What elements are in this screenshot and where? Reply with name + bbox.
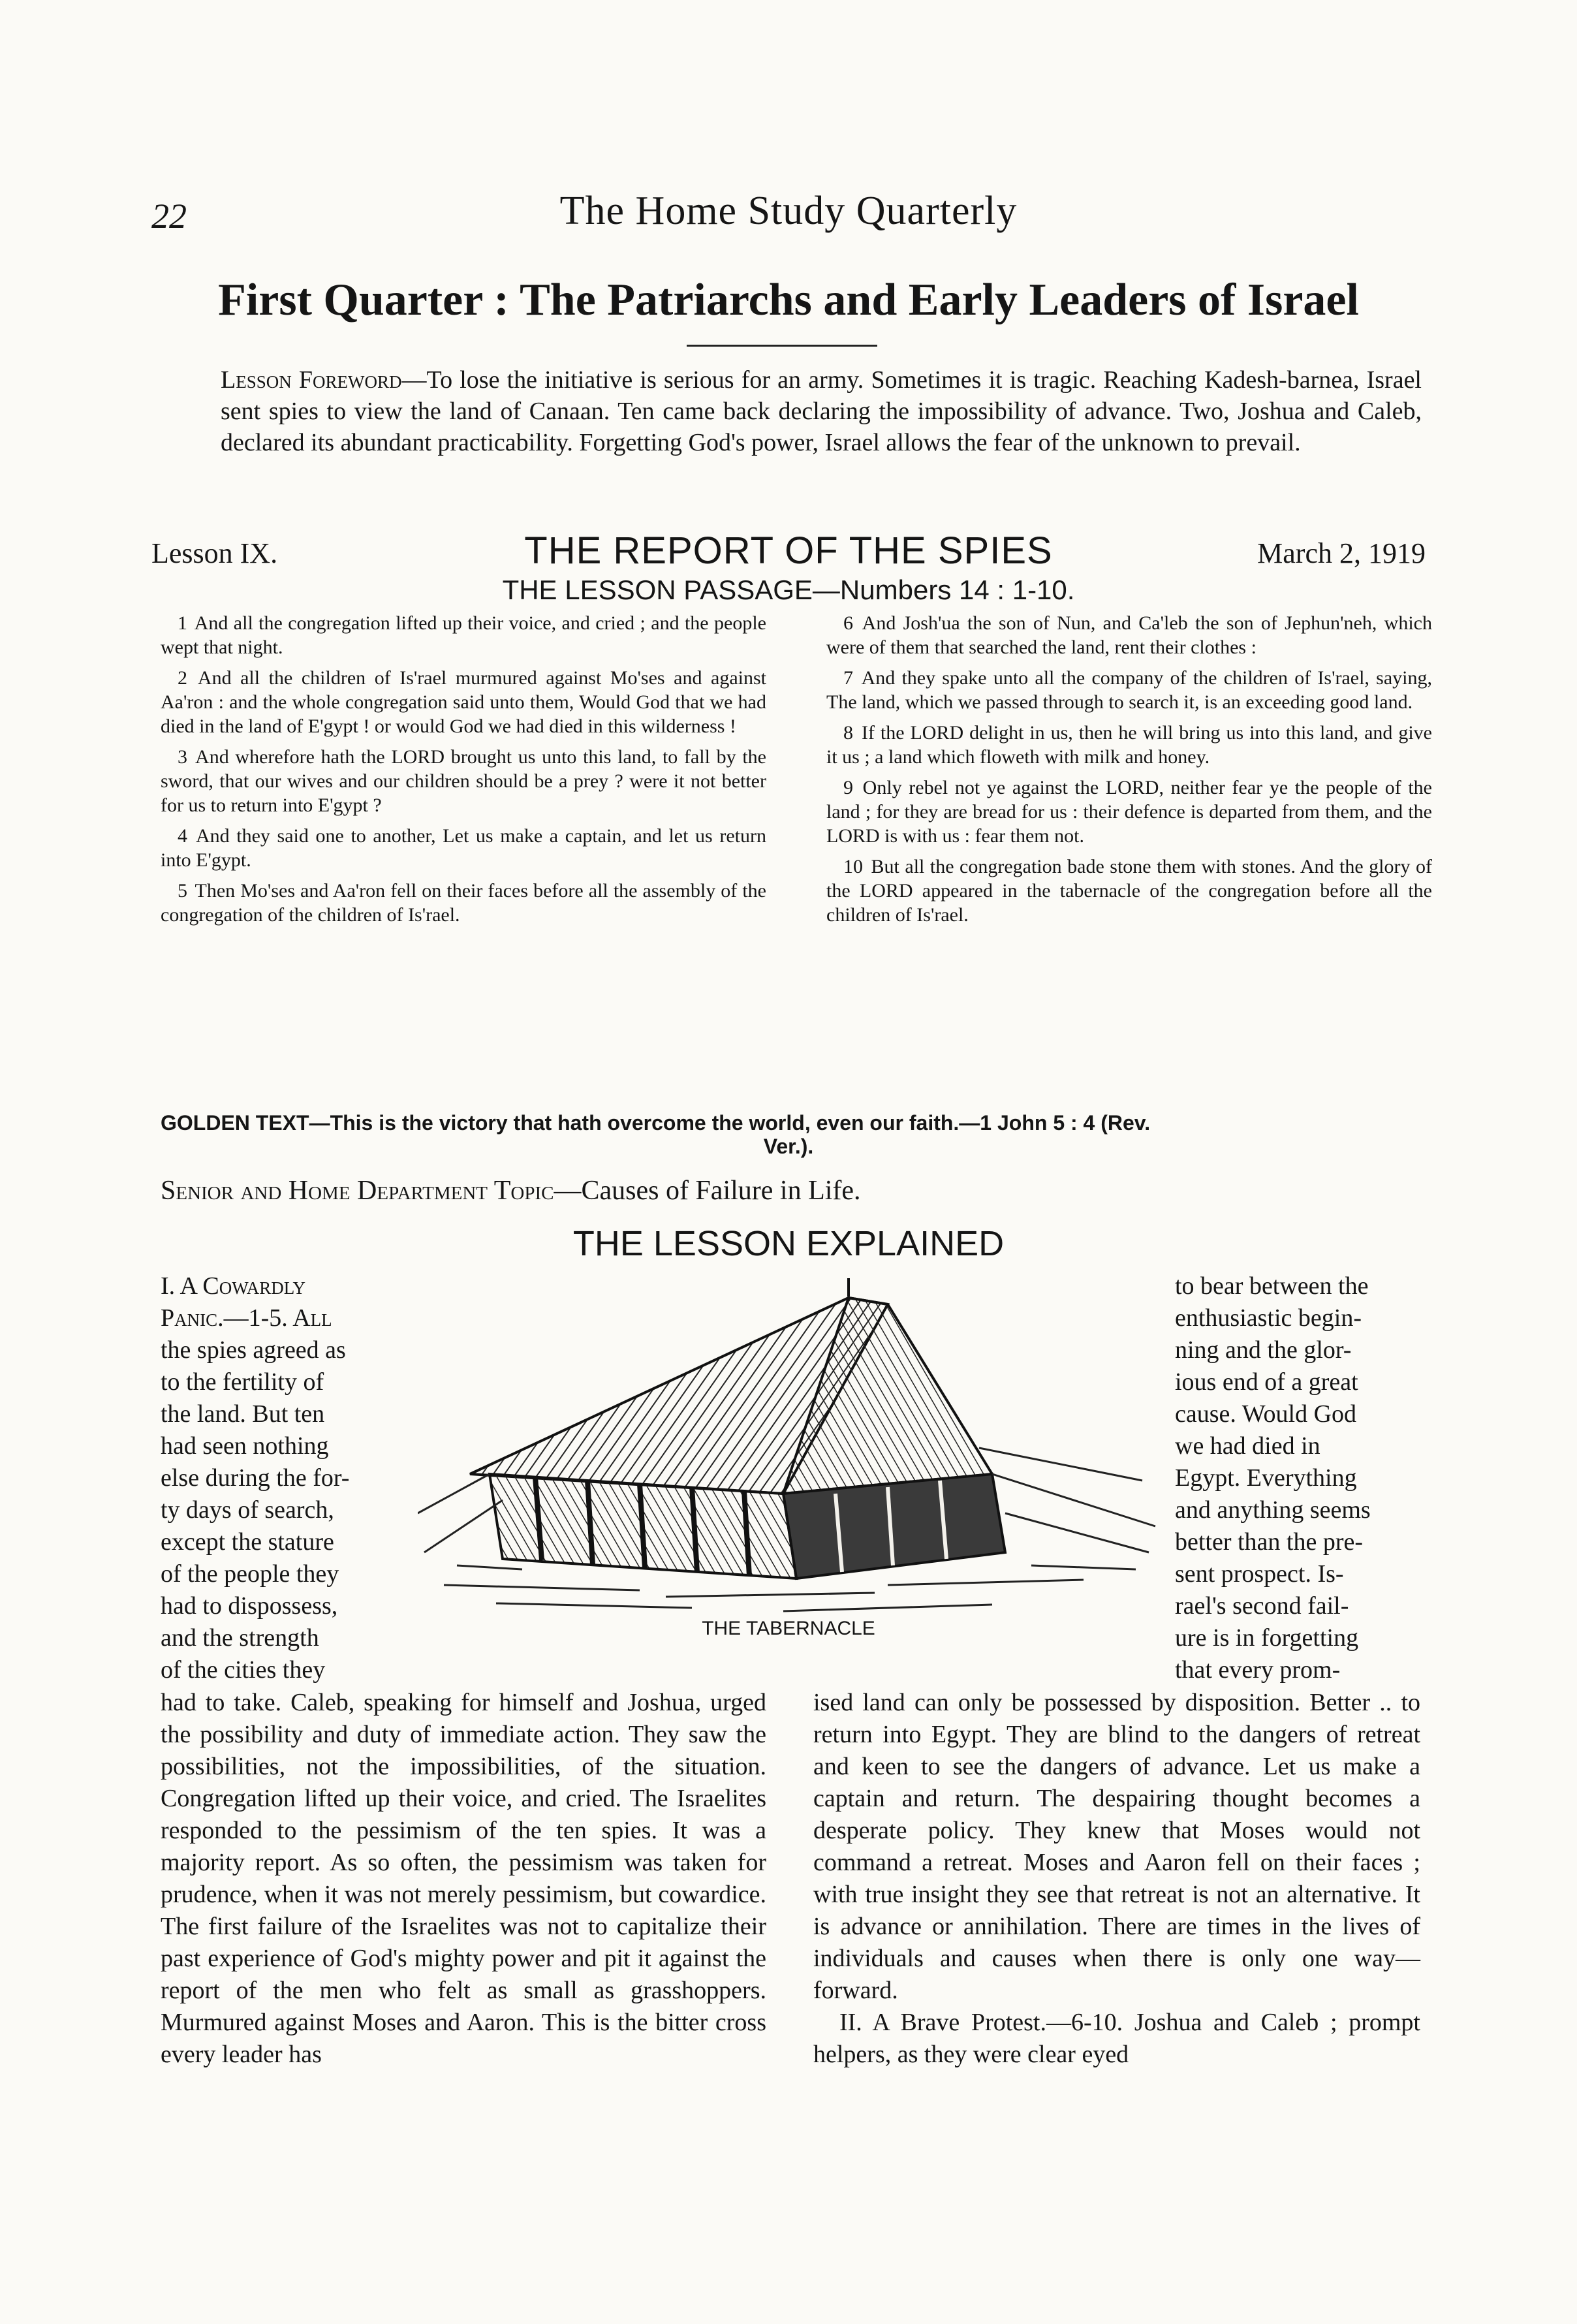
verse: 10 But all the congregation bade stone them with stones. And the glory of the LORD appeared in the tabernacle of the congregation before all the children of Is'rael.	[826, 856, 1432, 926]
text-line: sent prospect. Is-	[1175, 1560, 1344, 1588]
text-line: else during the for-	[161, 1464, 350, 1492]
text-line: and anything seems	[1175, 1496, 1371, 1524]
text-line: that every prom-	[1175, 1656, 1341, 1684]
running-title: The Home Study Quarterly	[559, 189, 1018, 233]
explanation-right-column	[813, 1687, 1420, 2071]
paragraph: ised land can only be possessed by disposition. Better .. to return into Egypt. They are blind to the dangers of retreat and keen to see the dangers of advance. Let us make a captain and return. The despairing thought becomes a desperate policy. They knew that Moses would not command a retreat. Moses and Aaron fell on their faces ; with true insight they see that retreat is not an alternative. It is advance or annihilation. There are times in the lives of individuals and causes when there is only one way—forward.	[813, 1689, 1420, 2004]
text-line: and the strength	[161, 1624, 319, 1652]
text-line: we had died in	[1175, 1432, 1320, 1460]
text-line: to bear between the	[1175, 1272, 1369, 1300]
text-line: cause. Would God	[1175, 1400, 1357, 1428]
title-divider	[687, 345, 877, 347]
department-topic	[161, 1175, 861, 1206]
text-line: to the fertility of	[161, 1368, 324, 1396]
quarter-title: First Quarter : The Patriarchs and Early Leaders of Israel	[218, 275, 1359, 325]
text-line: rael's second fail-	[1175, 1592, 1349, 1620]
verses-left-column	[161, 611, 766, 934]
lesson-date: March 2, 1919	[1257, 537, 1426, 569]
text-line: had seen nothing	[161, 1432, 329, 1460]
text-line: enthusiastic begin-	[1175, 1304, 1362, 1332]
verse: 8 If the LORD delight in us, then he will bring us into this land, and give it us ; a land which floweth with milk and honey.	[826, 722, 1432, 768]
text-line: of the cities they	[161, 1656, 326, 1684]
verse: 4 And they said one to another, Let us make a captain, and let us return into E'gypt.	[161, 825, 766, 871]
lesson-foreword	[221, 364, 1422, 458]
text-line: ning and the glor-	[1175, 1336, 1352, 1364]
lesson-number: Lesson IX.	[151, 537, 278, 569]
text-line: the land. But ten	[161, 1400, 325, 1428]
topic-label: Senior and Home Department Topic	[161, 1176, 554, 1206]
illustration-caption: THE TABERNACLE	[702, 1618, 875, 1639]
text-line: ious end of a great	[1175, 1368, 1358, 1396]
text-line: better than the pre-	[1175, 1528, 1364, 1556]
verse: 2 And all the children of Is'rael murmured against Mo'ses and against Aa'ron : and the whole congregation said unto them, Would God that we had died in the land of E'gypt ! or would God we had died in this wilderness !	[161, 667, 766, 737]
golden-text: GOLDEN TEXT—This is the victory that hath overcome the world, even our faith.—1 John 5 : 4 (Rev.	[161, 1111, 1151, 1135]
verse: 9 Only rebel not ye against the LORD, neither fear ye the people of the land ; for they are bread for us : their defence is departed from them, and the LORD is with us : fear them not.	[826, 777, 1433, 847]
paragraph: had to take. Caleb, speaking for himself and Joshua, urged the possibility and duty of immediate action. They saw the possibilities, not the impossibilities, of the situation. Congregation lifted up their voice, and cried. The Israelites responded to the pessimism of the ten spies. It was a majority report. As so often, the pessimism was taken for prudence, when it was not merely pessimism, but cowardice. The first failure of the Israelites was not to capitalize their past experience of God's mighty power and pit it against the report of the men who felt as small as grasshoppers. Murmured against Moses and Aaron. This is the bitter cross every leader has	[161, 1689, 766, 2068]
topic-text: —Causes of Failure in Life.	[554, 1176, 861, 1206]
lesson-title: THE REPORT OF THE SPIES	[524, 529, 1053, 572]
golden-text-continued: Ver.).	[763, 1135, 814, 1158]
explanation-left-column	[161, 1687, 766, 2071]
text-line: I. A Cowardly	[161, 1272, 306, 1300]
verse: 3 And wherefore hath the LORD brought us unto this land, to fall by the sword, that our wives and our children should be a prey ? were it not better for us to return into E'gypt ?	[161, 746, 766, 816]
verse: 7 And they spake unto all the company of the children of Is'rael, saying, The land, which we passed through to search it, is an exceeding good land.	[826, 667, 1432, 713]
foreword-text: —To lose the initiative is serious for an army. Sometimes it is tragic. Reaching Kadesh-barnea, Israel sent spies to view the land of Canaan. Ten came back declaring the impossibility of advance. Two, Joshua and Caleb, declared its abundant practicability. Forgetting God's power, Israel allows the fear of the unknown to prevail.	[221, 366, 1422, 456]
verse: 1 And all the congregation lifted up their voice, and cried ; and the people wept that night.	[161, 612, 766, 658]
text-line: except the stature	[161, 1528, 334, 1556]
page-number: 22	[151, 196, 187, 236]
verses-right-column	[826, 611, 1432, 934]
lesson-passage: THE LESSON PASSAGE—Numbers 14 : 1-10.	[502, 574, 1075, 605]
verse: 5 Then Mo'ses and Aa'ron fell on their faces before all the assembly of the congregation of the children of Is'rael.	[161, 880, 766, 926]
text-line: of the people they	[161, 1560, 339, 1588]
tabernacle-tent-illustration	[418, 1278, 1162, 1644]
text-line: Panic.—1-5. All	[161, 1304, 332, 1332]
text-line: had to dispossess,	[161, 1592, 338, 1620]
text-line: the spies agreed as	[161, 1336, 346, 1364]
text-line: Egypt. Everything	[1175, 1464, 1357, 1492]
verse: 6 And Josh'ua the son of Nun, and Ca'leb the son of Jephun'neh, which were of them that searched the land, rent their clothes :	[826, 612, 1432, 658]
paragraph: II. A Brave Protest.—6-10. Joshua and Caleb ; prompt helpers, as they were clear eyed	[813, 2009, 1420, 2068]
text-line: ty days of search,	[161, 1496, 334, 1524]
text-line: ure is in forgetting	[1175, 1624, 1359, 1652]
section-heading: THE LESSON EXPLAINED	[572, 1224, 1005, 1263]
foreword-label: Lesson Foreword	[221, 366, 402, 394]
